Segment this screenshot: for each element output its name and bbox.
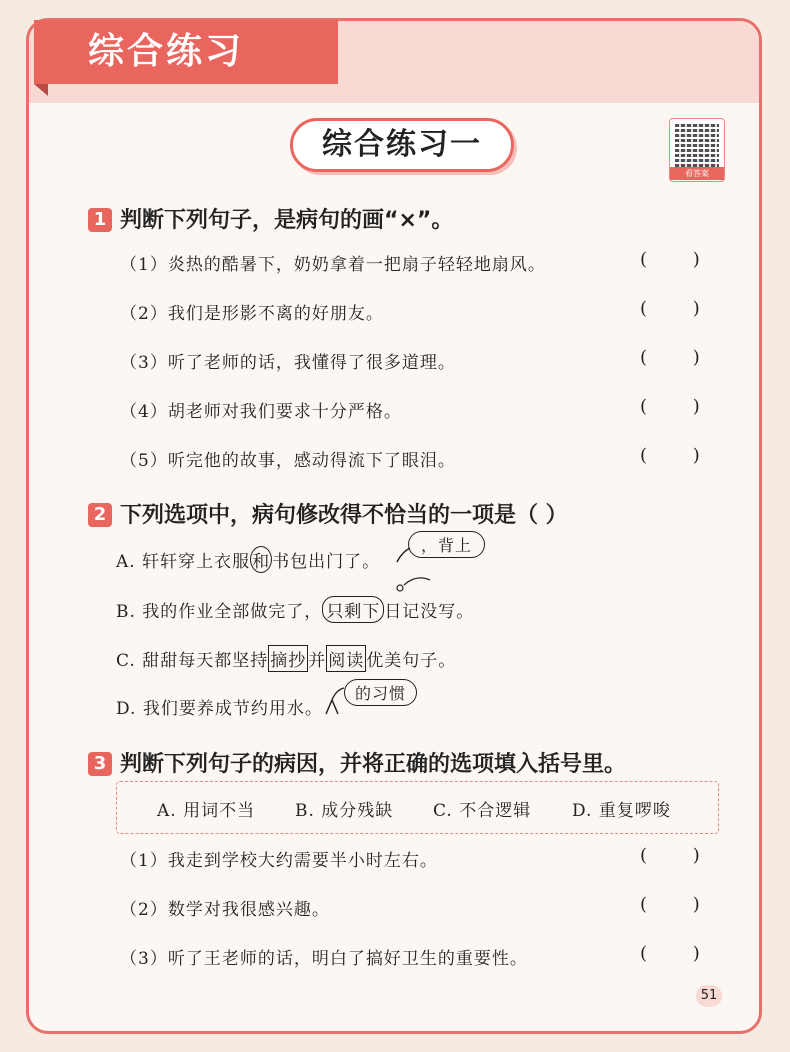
- title-tag-fold: [34, 84, 48, 96]
- answer-blank[interactable]: ( ): [640, 298, 700, 319]
- q3-item-1: （1）我走到学校大约需要半小时左右。: [120, 851, 438, 871]
- cause-choices-box: [116, 781, 719, 834]
- circled-char: 和: [250, 546, 272, 573]
- question-number-badge: 3: [88, 752, 112, 776]
- q1-item-1: （1）炎热的酷暑下，奶奶拿着一把扇子轻轻地扇风。: [120, 255, 546, 275]
- question-1-title: 判断下列句子，是病句的画“×”。: [120, 208, 454, 233]
- answer-blank[interactable]: ( ): [640, 845, 700, 866]
- option-d-text: D. 我们要养成节约用水: [116, 699, 305, 719]
- option-b-text-end: 日记没写。: [384, 602, 475, 622]
- q2-option-d[interactable]: [116, 694, 323, 719]
- question-3-title: 判断下列句子的病因，并将正确的选项填入括号里。: [120, 752, 627, 777]
- q3-item-2: （2）数学对我很感兴趣。: [120, 900, 330, 920]
- q1-item-3: （3）听了老师的话，我懂得了很多道理。: [120, 353, 456, 373]
- boxed-words: 只剩下: [322, 596, 384, 623]
- option-c-text-end: 优美句子。: [366, 651, 457, 671]
- question-3-heading: [88, 747, 626, 778]
- question-2-heading: [88, 498, 568, 529]
- page-number: 51: [696, 985, 722, 1007]
- q3-item-3: （3）听了王老师的话，明白了搞好卫生的重要性。: [120, 949, 528, 969]
- q1-item-2: （2）我们是形影不离的好朋友。: [120, 304, 384, 324]
- question-number-badge: 1: [88, 208, 112, 232]
- q2-option-a[interactable]: [116, 546, 380, 573]
- q1-item-5: （5）听完他的故事，感动得流下了眼泪。: [120, 451, 456, 471]
- boxed-words: 阅读: [326, 645, 366, 672]
- question-2-title[interactable]: 下列选项中，病句修改得不恰当的一项是（ ）: [120, 503, 568, 528]
- exercise-subtitle: 综合练习一: [290, 118, 514, 172]
- option-c-conjunction: 并: [308, 651, 327, 671]
- option-b-text: B. 我的作业全部做完了，: [116, 602, 323, 622]
- q1-item-4: （4）胡老师对我们要求十分严格。: [120, 402, 402, 422]
- insert-bubble-d: 的习惯: [344, 679, 417, 706]
- qr-code-texture: [675, 123, 719, 167]
- answer-qr-code[interactable]: [669, 118, 725, 182]
- answer-blank[interactable]: ( ): [640, 894, 700, 915]
- answer-blank[interactable]: ( ): [640, 347, 700, 368]
- qr-label: 看答案: [670, 167, 724, 180]
- option-d-text-end: 。: [304, 699, 323, 719]
- choice-a: A. 用词不当: [157, 801, 256, 821]
- section-title: 综合练习: [34, 20, 338, 84]
- option-a-text: A. 轩轩穿上衣服: [116, 552, 251, 572]
- choice-b: B. 成分残缺: [295, 801, 394, 821]
- answer-blank[interactable]: ( ): [640, 943, 700, 964]
- question-number-badge: 2: [88, 503, 112, 527]
- boxed-words: 摘抄: [268, 645, 308, 672]
- choice-d: D. 重复啰唆: [572, 801, 671, 821]
- choice-c: C. 不合逻辑: [433, 801, 532, 821]
- answer-blank[interactable]: ( ): [640, 249, 700, 270]
- option-c-text: C. 甜甜每天都坚持: [116, 651, 269, 671]
- option-a-text-end: 书包出门了。: [272, 552, 381, 572]
- answer-blank[interactable]: ( ): [640, 445, 700, 466]
- insert-bubble-a: ，背上: [408, 531, 485, 558]
- q2-option-b[interactable]: [116, 596, 474, 623]
- question-1-heading: [88, 203, 453, 234]
- answer-blank[interactable]: ( ): [640, 396, 700, 417]
- q2-option-c[interactable]: [116, 645, 456, 672]
